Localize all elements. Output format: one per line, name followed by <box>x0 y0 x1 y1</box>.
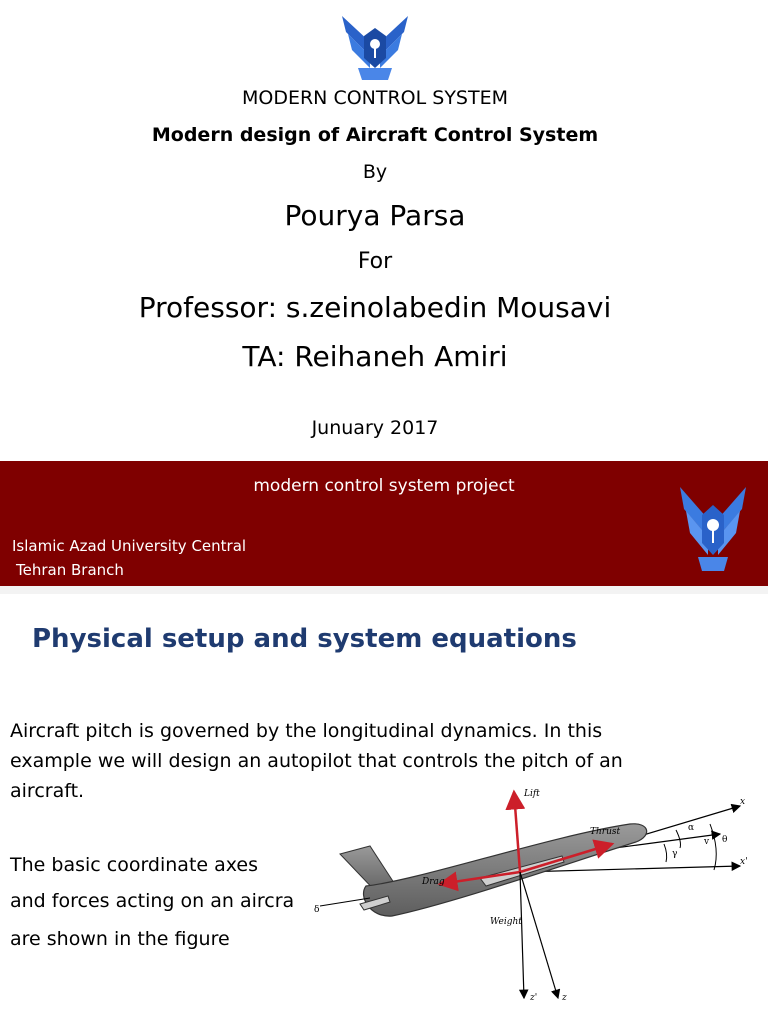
z-label: z <box>562 993 567 1003</box>
gamma-label: γ <box>672 849 678 859</box>
professor-name: Professor: s.zeinolabedin Mousavi <box>138 291 612 324</box>
weight-label: Weight <box>490 917 522 927</box>
by-label: By <box>362 161 388 183</box>
velocity-label: v <box>704 837 710 847</box>
lift-label: Lift <box>524 789 540 799</box>
drag-label: Drag <box>422 877 445 887</box>
weight-z-prime-axis <box>520 872 524 998</box>
caption-line: and forces acting on an aircra <box>10 890 295 912</box>
paragraph-line: example we will design an autopilot that controls the pitch of an <box>10 750 623 772</box>
project-label: modern control system project <box>253 476 515 496</box>
theta-arc <box>710 824 716 870</box>
footer-band <box>0 461 768 586</box>
university-name-line2: Tehran Branch <box>16 561 124 579</box>
university-name-line1: Islamic Azad University Central <box>12 537 247 555</box>
content-slide <box>0 594 768 1024</box>
x-prime-label: x' <box>740 857 748 867</box>
ta-name: TA: Reihaneh Amiri <box>242 340 508 373</box>
university-logo <box>678 475 748 575</box>
slide-divider <box>0 586 768 594</box>
presentation-date: Junuary 2017 <box>311 417 439 439</box>
project-subtitle: Modern design of Aircraft Control System <box>151 124 599 146</box>
university-logo <box>340 8 410 82</box>
thrust-label: Thrust <box>590 827 621 837</box>
delta-label: δ <box>314 905 320 915</box>
x-label: x <box>740 797 746 807</box>
caption-line: are shown in the figure <box>10 928 230 950</box>
paragraph-line: aircraft. <box>10 780 85 802</box>
z-prime-label: z' <box>530 993 538 1003</box>
course-name: MODERN CONTROL SYSTEM <box>242 87 508 109</box>
gamma-arc <box>664 844 667 862</box>
paragraph-line: Aircraft pitch is governed by the longitudinal dynamics. In this <box>10 720 603 742</box>
caption-line: The basic coordinate axes <box>10 854 259 876</box>
alpha-label: α <box>688 823 695 833</box>
slide-title: Physical setup and system equations <box>32 624 577 654</box>
aircraft-forces-diagram <box>300 784 768 1014</box>
author-name: Pourya Parsa <box>284 199 466 232</box>
theta-label: θ <box>722 835 728 845</box>
z-axis <box>520 872 558 998</box>
for-label: For <box>357 249 393 274</box>
